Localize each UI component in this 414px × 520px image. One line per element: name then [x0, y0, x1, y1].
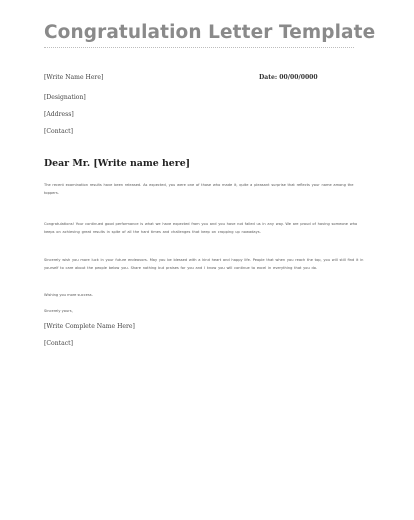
signature-contact: [Contact]	[44, 340, 73, 347]
body-paragraph-3: Sincerely wish you more luck in your future endeavors. May you be blessed with a kind heart and happy life. People that when you reach the top, you will still find it in yourself to care about the people below you. Share nothing but praises for you and I know you will continue to excel in everything that you do.	[44, 258, 364, 270]
sender-designation: [Designation]	[44, 94, 86, 101]
body-paragraph-1: The recent examination results have been released. As expected, you were one of those who made it, quite a pleasant surprise that reflects your name among the toppers.	[44, 183, 354, 195]
salutation: Dear Mr. [Write name here]	[44, 158, 191, 169]
letter-date: Date: 00/00/0000	[259, 74, 318, 81]
signoff: Sincerely yours,	[44, 309, 73, 313]
signature-name: [Write Complete Name Here]	[44, 323, 135, 330]
sender-contact: [Contact]	[44, 128, 73, 135]
sender-name: [Write Name Here]	[44, 74, 104, 81]
document-title: Congratulation Letter Template	[44, 22, 376, 43]
title-divider	[44, 47, 354, 48]
closing-wish: Wishing you more success.	[44, 293, 93, 297]
body-paragraph-2: Congratulations! Your continued good performance is what we have expected from you and you have not failed us in any way. We are proud of having someone who keeps on achieving great results in spite of all the hard times and challenges that keep on cropping up nowadays.	[44, 222, 358, 234]
sender-address: [Address]	[44, 111, 74, 118]
